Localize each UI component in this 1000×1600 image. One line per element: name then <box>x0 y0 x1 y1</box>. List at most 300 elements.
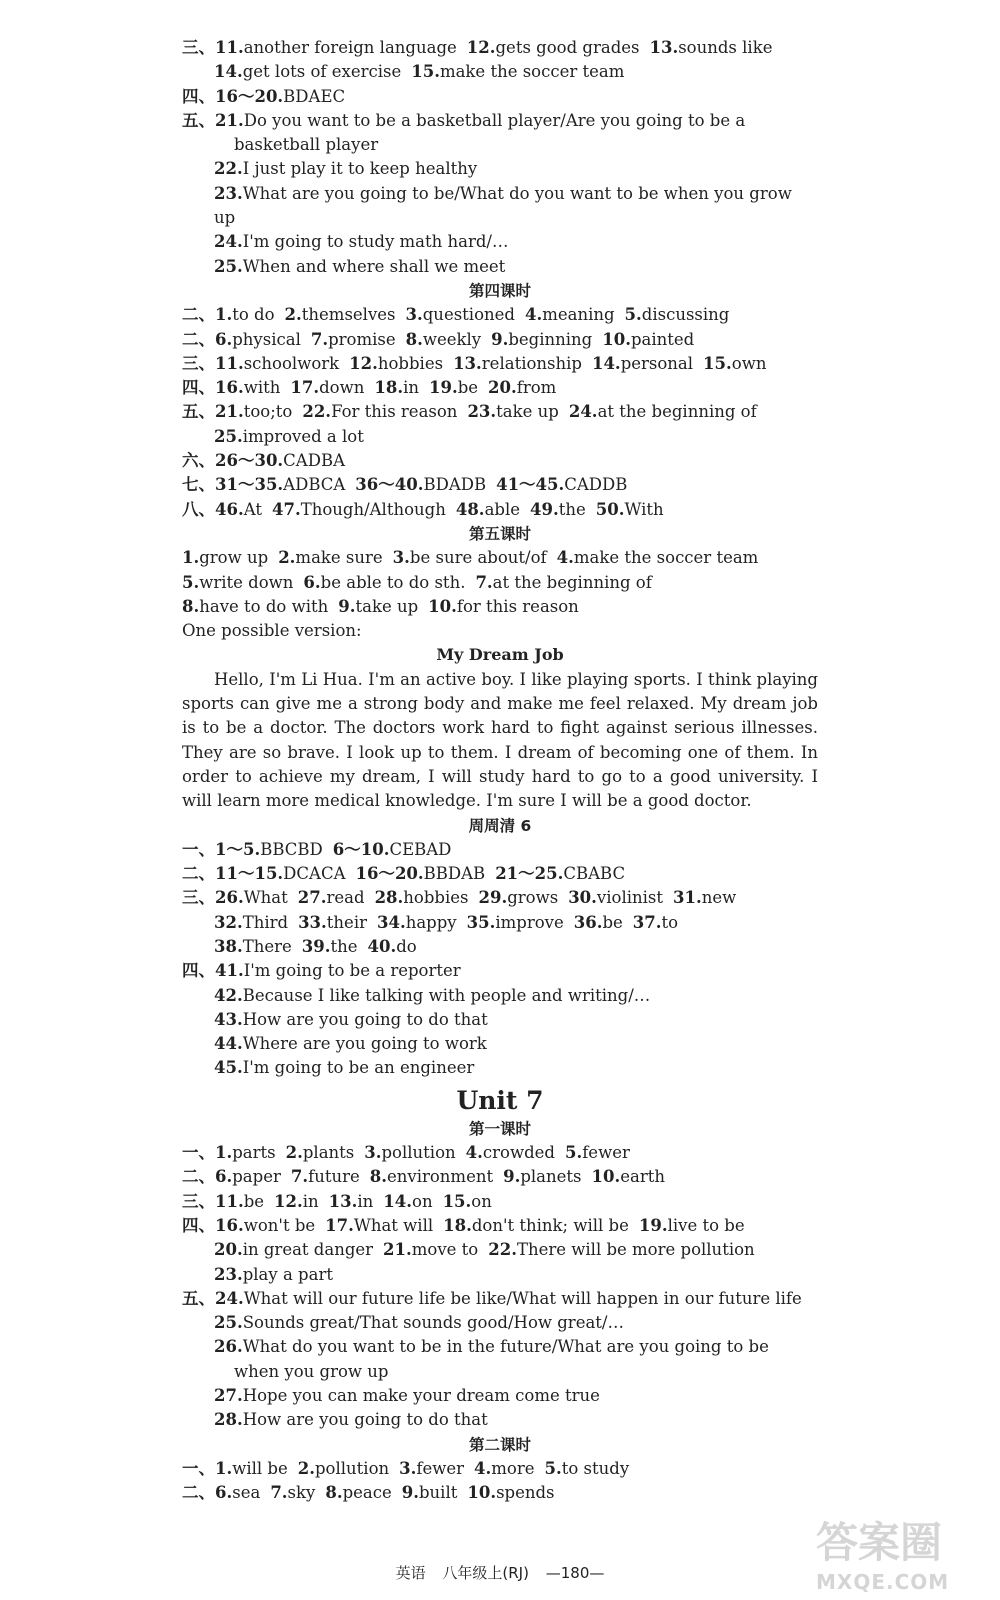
answer-text: meaning <box>542 305 615 325</box>
question-number: 4. <box>556 548 574 568</box>
answer-line <box>182 498 818 522</box>
footer-grade: 八年级上(RJ) <box>442 1564 529 1582</box>
question-number: 5. <box>544 1458 562 1478</box>
section-heading: 第四课时 <box>468 281 531 300</box>
answer-text: in <box>357 1191 374 1211</box>
answer-item <box>182 838 323 862</box>
question-number: 八、46. <box>182 499 244 519</box>
question-number: 二、6. <box>182 1167 233 1187</box>
answer-text: new <box>701 888 737 908</box>
answer-text: ADBCA <box>283 475 346 495</box>
answer-text: themselves <box>301 305 396 325</box>
question-number: 2. <box>297 1458 315 1478</box>
answer-item <box>182 886 288 910</box>
answer-item <box>383 1190 432 1214</box>
question-number: 50. <box>595 499 625 519</box>
question-number: 22. <box>488 1240 517 1260</box>
answer-line <box>182 1214 818 1238</box>
answer-line <box>182 157 818 181</box>
answer-item <box>375 886 469 910</box>
question-number: 40. <box>367 936 397 956</box>
answer-text: future <box>308 1167 360 1187</box>
answer-item <box>488 1238 754 1262</box>
question-number: 24. <box>214 232 243 252</box>
question-number: 10. <box>428 596 457 616</box>
answer-text: read <box>326 888 365 908</box>
answer-text: There <box>242 936 292 956</box>
question-number: 6～10. <box>332 839 390 859</box>
answer-item <box>602 328 694 352</box>
answer-text: CADBA <box>283 451 345 471</box>
answer-text: on <box>412 1191 433 1211</box>
answer-text: planets <box>520 1167 582 1187</box>
question-number: 8. <box>325 1483 343 1503</box>
answer-line <box>182 352 818 376</box>
answer-text: do <box>396 936 417 956</box>
answer-item <box>467 400 558 424</box>
question-number: 一、1. <box>182 1458 233 1478</box>
answer-line <box>182 109 818 133</box>
answer-item <box>214 1384 600 1408</box>
answer-item <box>298 886 365 910</box>
answer-text: Do you want to be a basketball player/Are you going to be a <box>243 110 746 130</box>
answer-text: One possible version: <box>182 621 362 641</box>
answer-text: write down <box>199 572 294 592</box>
answer-page <box>182 36 818 1506</box>
question-number: 20. <box>488 378 517 398</box>
answer-text: There will be more pollution <box>516 1240 755 1260</box>
answer-text: For this reason <box>331 402 458 422</box>
answer-line <box>182 328 818 352</box>
answer-item <box>214 255 505 279</box>
answer-item <box>182 1214 315 1238</box>
answer-item <box>182 1141 276 1165</box>
answer-item <box>402 1481 458 1505</box>
question-number: 三、11. <box>182 38 244 57</box>
answer-item <box>495 862 625 886</box>
answer-item <box>377 911 457 935</box>
answer-text: crowded <box>482 1143 555 1163</box>
answer-text: beginning <box>508 329 593 349</box>
answer-text: to <box>661 912 679 932</box>
question-number: 41～45. <box>496 475 565 495</box>
question-number: 37. <box>632 912 662 932</box>
question-number: 9. <box>503 1167 521 1187</box>
answer-item <box>182 85 345 109</box>
answer-line <box>182 546 818 570</box>
answer-text: take up <box>355 596 419 616</box>
question-number: 3. <box>405 305 423 325</box>
answer-text: questioned <box>422 305 515 325</box>
answer-item <box>214 1335 769 1359</box>
answer-text: plants <box>302 1143 355 1163</box>
answer-text: move to <box>411 1240 479 1260</box>
answer-text: I'm going to be a reporter <box>243 961 461 981</box>
question-number: 23. <box>214 183 243 203</box>
answer-text: CADDB <box>564 475 628 495</box>
section-heading: 第二课时 <box>468 1435 531 1454</box>
answer-text: be able to do sth. <box>320 572 466 592</box>
answer-item <box>214 1263 333 1287</box>
answer-item <box>214 1311 624 1335</box>
answer-item <box>467 1481 554 1505</box>
answer-item <box>406 303 515 327</box>
question-number: 36～40. <box>355 475 424 495</box>
question-number: 四、16～20. <box>182 86 284 106</box>
answer-line <box>182 303 818 327</box>
answer-line <box>182 1335 818 1359</box>
answer-text: play a part <box>242 1264 333 1284</box>
answer-item <box>234 133 378 157</box>
answer-text: from <box>516 378 557 398</box>
question-number: 26. <box>214 1337 243 1357</box>
question-number: 10. <box>591 1167 621 1187</box>
question-number: 27. <box>297 888 327 908</box>
answer-line <box>182 473 818 497</box>
answer-item <box>214 182 792 206</box>
answer-item <box>443 1214 629 1238</box>
answer-text: basketball player <box>234 135 379 155</box>
answer-text: be sure about/of <box>409 548 547 568</box>
answer-line <box>182 1384 818 1408</box>
answer-item <box>182 352 339 376</box>
answer-item <box>182 1190 264 1214</box>
answer-text: won't be <box>243 1215 316 1235</box>
answer-text: improved a lot <box>242 426 364 446</box>
question-number: 47. <box>271 499 301 519</box>
question-number: 三、26. <box>182 888 244 908</box>
question-number: 二、1. <box>182 305 233 325</box>
answer-item <box>182 546 268 570</box>
answer-item <box>565 1141 630 1165</box>
question-number: 22. <box>214 159 243 179</box>
question-number: 45. <box>214 1058 243 1078</box>
watermark-logo <box>816 1510 986 1595</box>
answer-text: built <box>418 1483 458 1503</box>
answer-item <box>214 1056 474 1080</box>
answer-text: painted <box>630 329 695 349</box>
answer-item <box>411 60 624 84</box>
question-number: 25. <box>214 426 243 446</box>
question-number: 4. <box>524 305 543 325</box>
answer-text: don't think; will be <box>471 1215 629 1235</box>
question-number: 2. <box>285 1143 303 1163</box>
question-number: 2. <box>284 305 302 325</box>
answer-item <box>496 473 627 497</box>
answer-item <box>429 376 478 400</box>
answer-text: schoolwork <box>243 353 340 373</box>
answer-text: DCACA <box>283 864 346 884</box>
answer-item <box>525 303 615 327</box>
question-number: 9. <box>338 596 356 616</box>
answer-item <box>467 911 564 935</box>
section-heading: 第五课时 <box>468 524 531 543</box>
question-number: 三、11. <box>182 353 244 373</box>
answer-text: BBDAB <box>423 864 486 884</box>
answer-text: to do <box>232 305 275 325</box>
question-number: 1. <box>182 548 200 568</box>
answer-line <box>182 230 818 254</box>
question-number: 17. <box>325 1215 354 1235</box>
answer-line <box>182 1481 818 1505</box>
answer-line <box>182 1360 818 1384</box>
answer-text: improve <box>495 912 564 932</box>
answer-text: be <box>243 1191 265 1211</box>
answer-item <box>368 935 417 959</box>
question-number: 35. <box>466 912 496 932</box>
question-number: 18. <box>374 378 404 398</box>
answer-line <box>182 182 818 206</box>
question-number: 8. <box>405 329 423 349</box>
answer-text: have to do with <box>199 596 329 616</box>
answer-text: their <box>326 912 367 932</box>
answer-line <box>182 206 818 230</box>
question-number: 48. <box>455 499 485 519</box>
answer-item <box>214 1008 488 1032</box>
question-number: 5. <box>564 1143 583 1163</box>
answer-text: take up <box>496 402 559 422</box>
question-number: 4. <box>465 1143 483 1163</box>
question-number: 一、1. <box>182 1143 233 1163</box>
answer-text: own <box>731 353 767 373</box>
answer-text: hobbies <box>403 888 469 908</box>
answer-text: Hope you can make your dream come true <box>242 1386 600 1406</box>
answer-text: happy <box>405 912 457 932</box>
answer-text: be <box>602 912 623 932</box>
answer-text: down <box>319 378 365 398</box>
question-number: 12. <box>349 353 378 373</box>
answer-item <box>633 911 678 935</box>
answer-text: promise <box>328 329 396 349</box>
question-number: 44. <box>214 1034 243 1054</box>
question-number: 12. <box>274 1191 303 1211</box>
question-number: 七、31～35. <box>182 475 284 495</box>
answer-item <box>530 498 586 522</box>
answer-text: with <box>243 378 281 398</box>
question-number: 3. <box>392 548 410 568</box>
answer-text: more <box>491 1458 535 1478</box>
answer-text: on <box>471 1191 492 1211</box>
answer-item <box>503 1165 581 1189</box>
question-number: 5. <box>182 572 200 592</box>
answer-item <box>650 36 773 60</box>
answer-item <box>182 595 328 619</box>
answer-item <box>182 959 461 983</box>
answer-text: discussing <box>641 305 730 325</box>
answer-text: the <box>330 936 358 956</box>
answer-item <box>182 862 345 886</box>
unit-title: Unit 7 <box>456 1085 544 1115</box>
answer-item <box>393 546 547 570</box>
answer-text: I just play it to keep healthy <box>242 159 478 179</box>
answer-text: able <box>484 499 521 519</box>
question-number: 10. <box>602 329 631 349</box>
question-number: 27. <box>214 1386 243 1406</box>
answer-item <box>443 1190 492 1214</box>
answer-line <box>182 595 818 619</box>
section-heading: 周周清 6 <box>468 816 532 835</box>
answer-item <box>478 886 558 910</box>
answer-item <box>272 498 446 522</box>
answer-text: paper <box>232 1167 281 1187</box>
essay-title: My Dream Job <box>436 645 564 665</box>
answer-text: hobbies <box>377 353 444 373</box>
answer-line <box>182 1032 818 1056</box>
answer-line <box>182 862 818 886</box>
answer-line <box>182 1457 818 1481</box>
question-number: 17. <box>290 378 320 398</box>
answer-item <box>399 1457 464 1481</box>
answer-item <box>234 1360 388 1384</box>
answer-item <box>290 376 364 400</box>
answer-item <box>625 303 730 327</box>
answer-text: What do you want to be in the future/What are you going to be <box>242 1337 769 1357</box>
answer-item <box>406 328 481 352</box>
answer-text: What will <box>353 1215 434 1235</box>
answer-item <box>291 1165 360 1189</box>
answer-text: relationship <box>481 353 582 373</box>
question-number: 15. <box>442 1191 472 1211</box>
question-number: 五、24. <box>182 1288 244 1308</box>
question-number: 43. <box>214 1009 243 1029</box>
answer-item <box>214 911 288 935</box>
answer-item <box>383 1238 478 1262</box>
answer-text: get lots of exercise <box>242 62 402 82</box>
answer-line <box>182 571 818 595</box>
answer-item <box>274 1190 319 1214</box>
answer-text: sky <box>287 1483 316 1503</box>
answer-item <box>182 449 345 473</box>
question-number: 六、26～30. <box>182 451 284 471</box>
answer-item <box>703 352 766 376</box>
answer-text: another foreign language <box>243 38 457 57</box>
question-number: 38. <box>214 936 243 956</box>
question-number: 三、11. <box>182 1191 244 1211</box>
answer-item <box>182 109 745 133</box>
answer-item <box>568 886 663 910</box>
answer-item <box>475 571 651 595</box>
answer-line <box>182 1008 818 1032</box>
answer-text: physical <box>232 329 301 349</box>
answer-text: violinist <box>596 888 663 908</box>
answer-line <box>182 838 818 862</box>
answer-text: What <box>243 888 288 908</box>
answer-item <box>214 1408 488 1432</box>
answer-item <box>302 935 358 959</box>
answer-text: environment <box>386 1167 494 1187</box>
answer-item <box>491 328 592 352</box>
footer-page-number: —180— <box>545 1564 605 1582</box>
answer-text: in great danger <box>242 1240 374 1260</box>
answer-text: Third <box>242 912 289 932</box>
question-number: 7. <box>475 572 493 592</box>
answer-text: parts <box>232 1143 276 1163</box>
question-number: 32. <box>214 912 243 932</box>
watermark-text: 答案圈 <box>816 1518 943 1567</box>
section-heading: 第一课时 <box>468 1119 531 1138</box>
answer-text: grows <box>507 888 559 908</box>
answer-item <box>303 571 465 595</box>
answer-text: Sounds great/That sounds good/How great/… <box>242 1313 624 1333</box>
answer-text: I'm going to be an engineer <box>242 1058 475 1078</box>
answer-text: at the beginning of <box>597 402 757 422</box>
question-number: 28. <box>374 888 404 908</box>
answer-item <box>298 911 367 935</box>
answer-item <box>214 60 401 84</box>
question-number: 3. <box>364 1143 382 1163</box>
question-number: 3. <box>399 1458 417 1478</box>
question-number: 15. <box>411 62 440 82</box>
answer-item <box>592 352 693 376</box>
answer-item <box>182 1457 288 1481</box>
question-number: 五、21. <box>182 110 244 130</box>
answer-item <box>557 546 759 570</box>
answer-line <box>182 400 818 424</box>
answer-item <box>639 1214 745 1238</box>
answer-item <box>182 328 301 352</box>
footer-subject: 英语 <box>395 1564 426 1582</box>
answer-text: How are you going to do that <box>242 1410 488 1430</box>
answer-text: make the soccer team <box>439 62 625 82</box>
answer-line <box>182 133 818 157</box>
answer-line <box>182 1141 818 1165</box>
answer-item <box>182 1481 260 1505</box>
answer-text: make the soccer team <box>573 548 759 568</box>
question-number: 49. <box>530 499 559 519</box>
answer-item <box>214 1032 487 1056</box>
question-number: 9. <box>401 1483 419 1503</box>
question-number: 15. <box>703 353 732 373</box>
answer-line <box>182 1056 818 1080</box>
question-number: 42. <box>214 985 243 1005</box>
answer-item <box>302 400 457 424</box>
question-number: 一、1～5. <box>182 839 261 859</box>
answer-item <box>182 473 345 497</box>
question-number: 31. <box>673 888 702 908</box>
answer-item <box>182 619 362 643</box>
answer-item <box>338 595 418 619</box>
question-number: 二、11～15. <box>182 864 284 884</box>
question-number: 7. <box>310 329 329 349</box>
answer-text: grow up <box>199 548 269 568</box>
question-number: 36. <box>573 912 603 932</box>
answer-item <box>349 352 443 376</box>
answer-item <box>182 303 275 327</box>
answer-text: pollution <box>315 1458 390 1478</box>
question-number: 2. <box>278 548 296 568</box>
question-number: 二、6. <box>182 329 233 349</box>
answer-text: for this reason <box>456 596 579 616</box>
answer-text: weekly <box>422 329 482 349</box>
question-number: 16～20. <box>355 864 424 884</box>
answer-item <box>370 1165 493 1189</box>
question-number: 5. <box>624 305 642 325</box>
answer-text: What are you going to be/What do you want to be when you grow <box>242 183 792 203</box>
answer-text: fewer <box>582 1143 630 1163</box>
question-number: 22. <box>302 402 332 422</box>
answer-text: Though/Although <box>300 499 446 519</box>
answer-line <box>182 1287 818 1311</box>
question-number: 8. <box>369 1167 387 1187</box>
answer-text: peace <box>342 1483 392 1503</box>
question-number: 29. <box>478 888 508 908</box>
question-number: 33. <box>298 912 327 932</box>
answer-item <box>214 425 364 449</box>
answer-text: sea <box>232 1483 261 1503</box>
question-number: 四、41. <box>182 961 244 981</box>
answer-item <box>596 498 664 522</box>
answer-line <box>182 886 818 910</box>
